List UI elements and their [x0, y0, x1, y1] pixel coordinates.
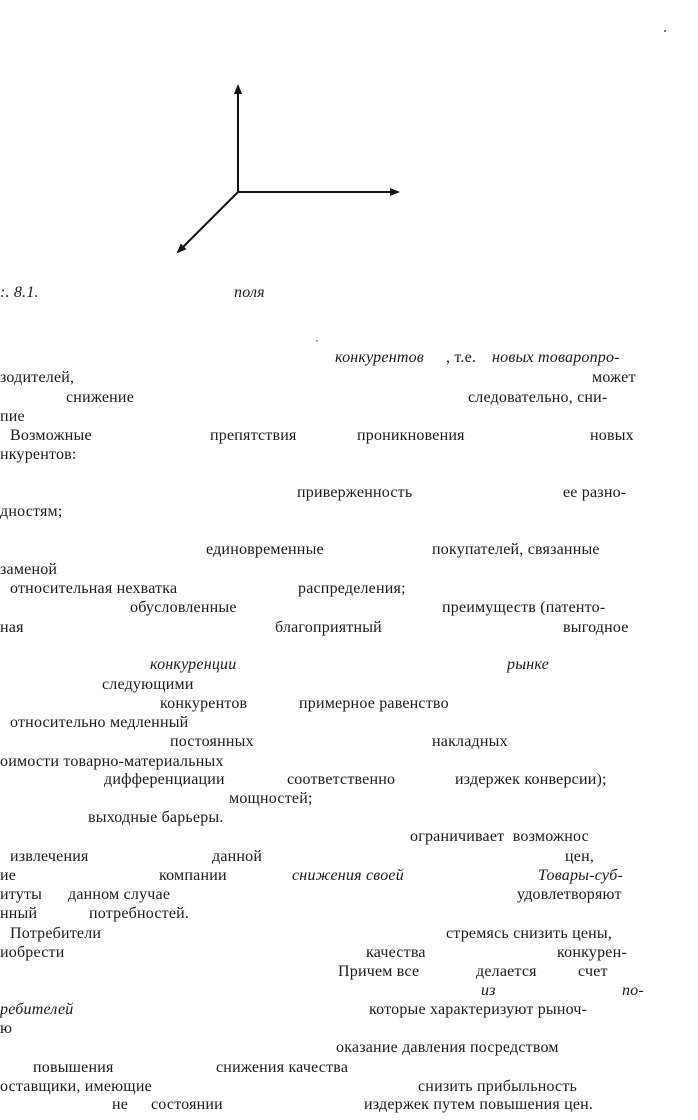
text-fragment: пие [0, 408, 25, 425]
text-fragment: снизить прибыльность [418, 1078, 578, 1095]
text-fragment: мощностей; [229, 790, 313, 807]
text-fragment: итуты [0, 886, 43, 903]
text-fragment: издержек конверсии); [455, 771, 607, 788]
text-fragment: новых товаропро- [492, 349, 620, 366]
text-fragment: примерное равенство [299, 695, 449, 712]
text-fragment: иобрести [0, 944, 65, 961]
text-fragment: относительно медленный [10, 714, 189, 731]
text-fragment: снижения качества [216, 1059, 349, 1076]
text-fragment: заменой [0, 561, 58, 578]
text-fragment: качества [366, 944, 426, 961]
text-fragment: извлечения [10, 848, 89, 865]
text-fragment: рынке [507, 656, 549, 673]
text-fragment: конкурентов [160, 695, 248, 712]
text-fragment: Товары-суб- [538, 867, 623, 884]
text-fragment: ограничивает возможнос [410, 828, 589, 845]
figure-caption-label: :. 8.1. [0, 284, 39, 301]
text-fragment: по- [622, 982, 644, 999]
text-fragment: счет [578, 963, 608, 980]
text-fragment: обусловленные [130, 599, 237, 616]
text-fragment: удовлетворяют [517, 886, 622, 903]
text-fragment: ее разно- [563, 484, 627, 501]
text-fragment: издержек путем повышения цен. [364, 1096, 594, 1113]
text-fragment: дностям; [0, 503, 63, 520]
text-fragment: покупателей, связанные [432, 541, 600, 558]
text-fragment: , т.е. [446, 349, 477, 366]
text-fragment: оимости товарно-материальных [0, 753, 224, 770]
diagonal-axis-arrow [178, 192, 238, 252]
text-fragment: конкурен- [557, 944, 627, 961]
text-fragment: нный [0, 905, 38, 922]
text-fragment: снижение [66, 389, 134, 406]
text-fragment: дифференциации [104, 771, 225, 788]
text-fragment: Причем все [338, 963, 420, 980]
text-fragment: следовательно, сни- [468, 389, 608, 406]
text-fragment: может [592, 369, 636, 386]
text-fragment: потребностей. [89, 905, 190, 922]
text-fragment: зодителей, [0, 369, 75, 386]
text-fragment: Возможные [10, 427, 92, 444]
text-fragment: ие [0, 867, 17, 884]
axes-diagram [0, 0, 698, 330]
scan-mark [664, 30, 666, 32]
text-fragment: распределения; [298, 580, 406, 597]
text-fragment: ю [0, 1020, 13, 1037]
scan-mark [316, 340, 318, 342]
text-fragment: ная [0, 619, 24, 636]
text-fragment: ребителей [0, 1001, 74, 1018]
text-fragment: конкуренции [150, 656, 237, 673]
text-fragment: следующими [102, 676, 194, 693]
text-fragment: из [481, 982, 496, 999]
text-fragment: соответственно [287, 771, 396, 788]
text-fragment: новых [590, 427, 634, 444]
text-fragment: выходные барьеры. [88, 809, 224, 826]
text-fragment: повышения [33, 1059, 114, 1076]
text-fragment: компании [159, 867, 227, 884]
text-fragment: постоянных [170, 733, 254, 750]
text-fragment: данной [212, 848, 263, 865]
text-fragment: нкурентов: [0, 446, 77, 463]
text-fragment: накладных [432, 733, 508, 750]
text-fragment: стремясь снизить цены, [446, 925, 613, 942]
text-fragment: цен, [565, 848, 595, 865]
text-fragment: преимуществ (патенто- [442, 599, 606, 616]
text-fragment: Потребители [10, 925, 102, 942]
text-fragment: выгодное [563, 619, 629, 636]
text-fragment: данном случае [68, 886, 171, 903]
text-fragment: приверженность [297, 484, 413, 501]
text-fragment: оказание давления посредством [336, 1039, 559, 1056]
text-fragment: относительная нехватка [10, 580, 178, 597]
text-fragment: проникновения [357, 427, 465, 444]
text-fragment: которые характеризуют рыноч- [369, 1001, 588, 1018]
text-fragment: состоянии [151, 1096, 223, 1113]
text-fragment: препятствия [210, 427, 297, 444]
text-fragment: оставщики, имеющие [0, 1078, 152, 1095]
text-fragment: не [112, 1096, 129, 1113]
text-fragment: благоприятный [275, 619, 382, 636]
text-fragment: делается [476, 963, 537, 980]
figure-caption-text: поля [234, 284, 265, 301]
text-fragment: конкурентов [335, 349, 424, 366]
text-fragment: единовременные [206, 541, 324, 558]
text-fragment: снижения своей [292, 867, 404, 884]
